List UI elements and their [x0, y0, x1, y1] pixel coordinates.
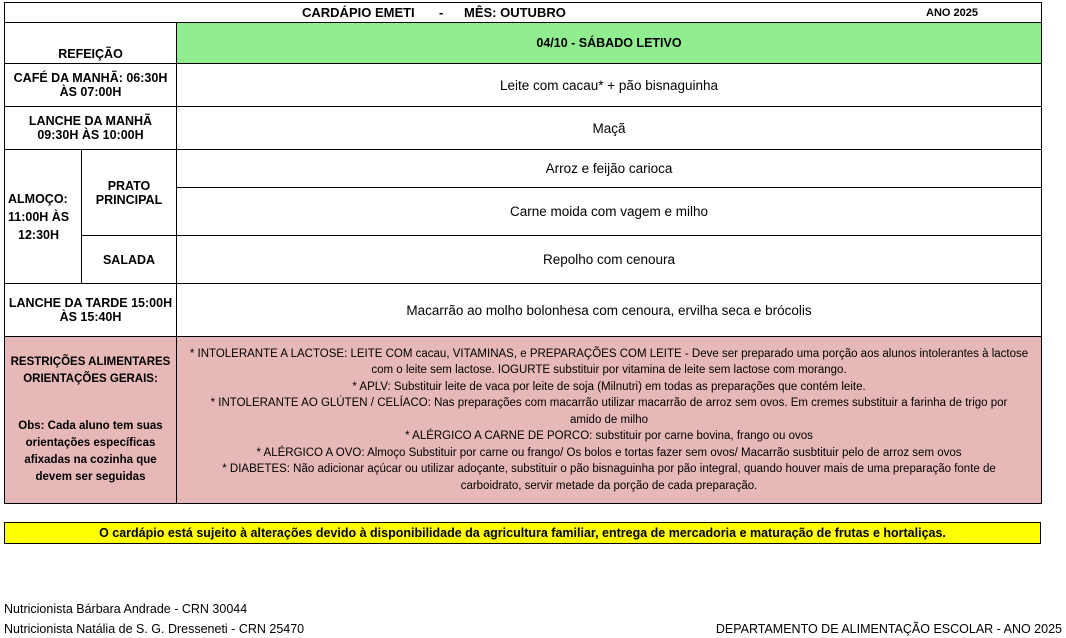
- main-dish-label: [82, 150, 177, 236]
- lunch-label-line3: 12:30H: [18, 227, 59, 242]
- breakfast-label: [5, 64, 177, 107]
- menu-table: [4, 2, 1042, 504]
- restriction-line: carboidrato, servir metade da porção de cada preparação.: [460, 479, 758, 492]
- restriction-line: * ALÉRGICO A OVO: Almoço Substituir por carne ou frango/ Os bolos e tortas fazer sem ovos/ Macarrão susbtituir pelo de arroz sem ovos: [256, 446, 962, 459]
- obs-line2: orientações específicas: [25, 437, 156, 449]
- notice-banner: O cardápio está sujeito à alterações devido à disponibilidade da agricultura familiar, entrega de mercadoria e maturação de frutas e hortaliças.: [4, 522, 1041, 544]
- main-dish-item-2: Carne moida com vagem e milho: [177, 188, 1042, 236]
- title-row: [5, 3, 1042, 23]
- salad-label: SALADA: [82, 236, 177, 284]
- menu-title: CARDÁPIO EMETI: [302, 5, 415, 20]
- department-label: DEPARTAMENTO DE ALIMENTAÇÃO ESCOLAR - ANO 2025: [715, 622, 1062, 636]
- day-header: 04/10 - SÁBADO LETIVO: [177, 23, 1042, 64]
- morning-snack-line1: LANCHE DA MANHÃ: [28, 114, 153, 128]
- breakfast-time-line1: CAFÉ DA MANHÃ: 06:30H: [13, 71, 168, 85]
- breakfast-time-line2: ÀS 07:00H: [59, 85, 122, 99]
- year-label: ANO 2025: [926, 7, 978, 19]
- restriction-line: amido de milho: [570, 413, 648, 426]
- main-dish-item-1: Arroz e feijão carioca: [177, 150, 1042, 188]
- restriction-line: * DIABETES: Não adicionar açúcar ou utilizar adoçante, substituir o pão bisnaguinha por pão integral, quando houver mais de uma preparação fonte de: [222, 463, 996, 476]
- title-separator: -: [439, 5, 444, 20]
- restrictions-content: [177, 337, 1042, 504]
- nutritionist-1: Nutricionista Bárbara Andrade - CRN 30044: [4, 602, 248, 616]
- month-label: MÊS: OUTUBRO: [464, 5, 566, 20]
- obs-line3: afixadas na cozinha que: [24, 454, 157, 466]
- obs-line1: Obs: Cada aluno tem suas: [18, 420, 163, 432]
- morning-snack-line2: 09:30H ÀS 10:00H: [37, 128, 144, 142]
- restriction-line: * ALÉRGICO A CARNE DE PORCO: substituir por carne bovina, frango ou ovos: [405, 430, 813, 443]
- main-dish-label-line1: PRATO: [107, 178, 151, 193]
- restriction-line: * INTOLERANTE AO GLÚTEN / CELÍACO: Nas preparações com macarrão utilizar macarrão de arroz sem ovos. Em cremes substituir a farinha de trigo por: [210, 397, 1008, 410]
- restrictions-title-line1: RESTRIÇÕES ALIMENTARES: [10, 356, 171, 368]
- afternoon-snack-line1: LANCHE DA TARDE 15:00H: [8, 296, 173, 310]
- lunch-label: [5, 150, 82, 284]
- lunch-label-line1: ALMOÇO:: [8, 191, 68, 206]
- nutritionist-2: Nutricionista Natália de S. G. Dresseneti - CRN 25470: [4, 622, 305, 636]
- main-dish-label-line2: PRINCIPAL: [95, 192, 163, 207]
- breakfast-item: Leite com cacau* + pão bisnaguinha: [177, 64, 1042, 107]
- morning-snack-label: [5, 107, 177, 150]
- restrictions-title-line2: ORIENTAÇÕES GERAIS:: [23, 373, 158, 385]
- lunch-label-line2: 11:00H ÀS: [8, 209, 70, 224]
- obs-line4: devem ser seguidas: [35, 471, 146, 483]
- afternoon-snack-line2: ÀS 15:40H: [59, 310, 122, 324]
- meal-column-header: REFEIÇÃO: [5, 23, 177, 64]
- afternoon-snack-item: Macarrão ao molho bolonhesa com cenoura, ervilha seca e brócolis: [177, 284, 1042, 337]
- restriction-line: * APLV: Substituir leite de vaca por leite de soja (Milnutri) em todas as preparações que contém leite.: [352, 380, 866, 393]
- afternoon-snack-label: [5, 284, 177, 337]
- restriction-line: * INTOLERANTE A LACTOSE: LEITE COM cacau, VITAMINAS, e PREPARAÇÕES COM LEITE - Deve ser preparado uma porção aos alunos intolerantes à lactose: [189, 347, 1029, 360]
- restriction-line: com o leite sem lactose. IOGURTE substituir por vitamina de leite sem lactose com morango.: [371, 364, 847, 377]
- restrictions-label: [5, 337, 177, 504]
- salad-item: Repolho com cenoura: [177, 236, 1042, 284]
- morning-snack-item: Maçã: [177, 107, 1042, 150]
